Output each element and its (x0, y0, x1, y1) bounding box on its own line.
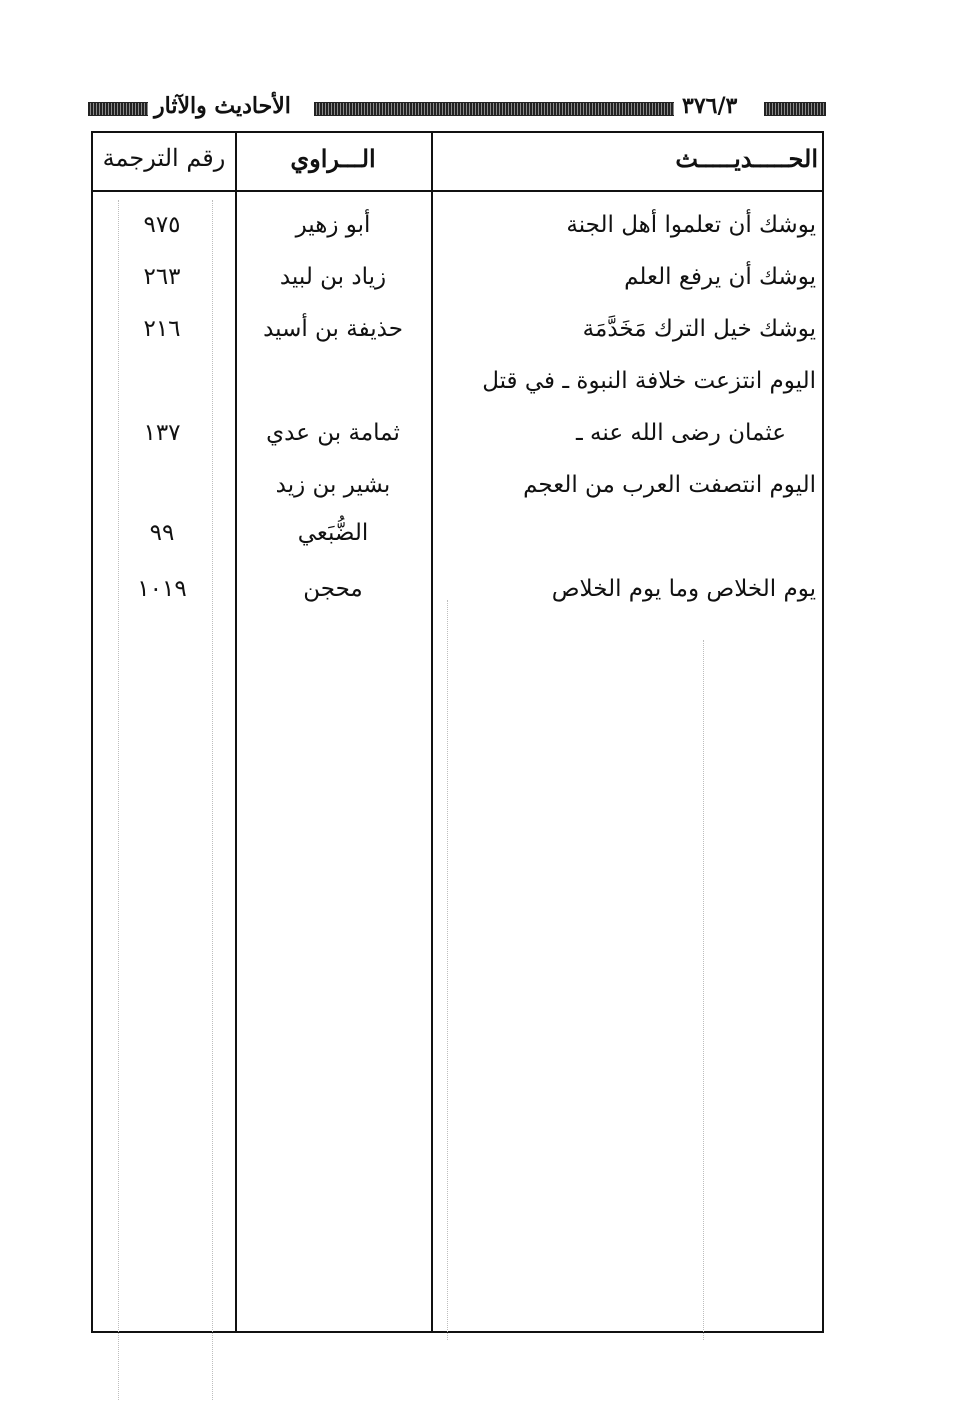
hadith-text: يوشك أن يرفع العلم (624, 264, 816, 290)
narrator-name-continuation: الضُّبَعي (297, 520, 369, 546)
narrator-name: زياد بن لبيد (279, 264, 387, 290)
hadith-text: يوم الخلاص وما يوم الخلاص (551, 576, 816, 602)
narrator-name: أبو زهير (295, 212, 371, 238)
entry-number: ٢١٦ (143, 316, 181, 342)
scan-dots (703, 640, 704, 1340)
hadith-text-continuation: عثمان رضى الله عنه ـ (576, 420, 786, 446)
scan-dots (118, 200, 119, 1400)
column-divider-1 (235, 131, 237, 1333)
page-number: ٣٧٦/٣ (682, 93, 738, 119)
header-rule-middle (314, 102, 674, 116)
entry-number: ١٠١٩ (137, 576, 187, 602)
index-table (91, 131, 824, 1333)
narrator-name: ثمامة بن عدي (266, 420, 400, 446)
narrator-name: محجن (303, 576, 363, 602)
narrator-name: حذيفة بن أسيد (263, 316, 403, 342)
hadith-text: اليوم انتزعت خلافة النبوة ـ في قتل (482, 368, 816, 394)
column-divider-2 (431, 131, 433, 1333)
entry-number: ٩٧٥ (143, 212, 181, 238)
entry-number: ٢٦٣ (143, 264, 181, 290)
entry-number: ١٣٧ (143, 420, 181, 446)
header-rule-left (88, 102, 148, 116)
header-rule-right (764, 102, 826, 116)
scan-dots (447, 600, 448, 1340)
narrator-name: بشير بن زيد (275, 472, 391, 498)
book-title: الأحاديث والآثار (154, 93, 291, 119)
hadith-text: يوشك أن تعلموا أهل الجنة (566, 212, 816, 238)
header-divider (91, 190, 824, 192)
hadith-text: اليوم انتصفت العرب من العجم (523, 472, 816, 498)
entry-number: ٩٩ (149, 520, 175, 546)
column-header-hadith: الحـــــديـــــث (675, 144, 818, 173)
scan-dots (212, 200, 213, 1400)
running-header (88, 93, 826, 122)
column-header-narrator: الـــراوي (290, 144, 376, 173)
hadith-text: يوشك خيل الترك مَخَدَّمَة (582, 316, 816, 342)
column-header-number: رقم الترجمة (102, 144, 226, 172)
